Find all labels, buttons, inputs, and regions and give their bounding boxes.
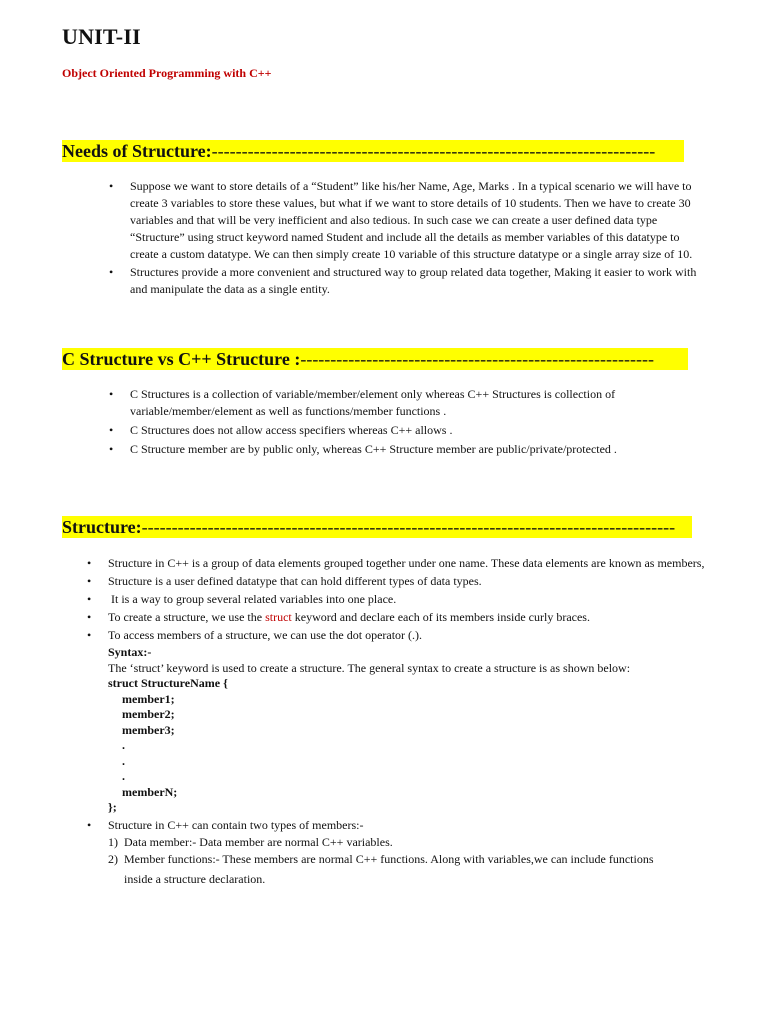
list-item-text: Structure in C++ can contain two types of members:- [108, 817, 364, 832]
bullet-icon: • [87, 592, 92, 606]
heading-text: C Structure vs C++ Structure : [62, 349, 301, 369]
syntax-label: Syntax:- [108, 645, 152, 659]
list-item-text: C Structures is a collection of variable/member/element only whereas C++ Structures is collection of variable/member/element as well as functions/member functions . [130, 387, 616, 418]
section-heading-needs-of-structure [62, 140, 684, 162]
heading-dashes: ----------------------------------------------------------- [300, 349, 654, 369]
bullet-icon: • [109, 423, 114, 437]
item-number: 1) [108, 834, 118, 849]
code-line-member: member1; [122, 691, 175, 706]
list-item [87, 555, 708, 572]
code-line-close: }; [108, 800, 117, 814]
heading-text: Structure: [62, 517, 142, 537]
item-text: Data member:- Data member are normal C++ variables. [124, 834, 393, 849]
code-line-ellipsis: . [122, 753, 125, 768]
list-item [87, 591, 708, 608]
item-text: Member functions:- These members are normal C++ functions. Along with variables,we can include functions [124, 851, 654, 866]
list-item [109, 264, 700, 298]
needs-of-structure-list [109, 178, 700, 299]
section-heading-structure [62, 516, 692, 538]
bullet-icon: • [87, 628, 92, 642]
unit-title: UNIT-II [62, 24, 141, 49]
syntax-block [108, 645, 708, 816]
code-line-member: memberN; [122, 784, 178, 799]
numbered-item [108, 851, 708, 888]
item-number: 2) [108, 851, 118, 866]
list-item-text: To create a structure, we use the [108, 610, 266, 624]
bullet-icon: • [109, 179, 114, 193]
bullet-icon: • [109, 442, 114, 456]
code-line-open: struct StructureName { [108, 676, 228, 690]
course-subtitle: Object Oriented Programming with C++ [62, 66, 272, 80]
list-item [109, 386, 700, 420]
syntax-description: The ‘struct’ keyword is used to create a structure. The general syntax to create a structure is as shown below: [108, 660, 631, 675]
list-item [109, 178, 700, 263]
code-line-ellipsis: . [122, 738, 125, 752]
list-item [87, 609, 708, 626]
bullet-icon: • [87, 817, 92, 832]
list-item-text: C Structures does not allow access specifiers whereas C++ allows . [130, 423, 453, 437]
section-heading-c-vs-cpp-structure [62, 348, 688, 370]
code-line-member: member2; [122, 707, 175, 721]
list-item [87, 817, 708, 888]
list-item-text: Structures provide a more convenient and structured way to group related data together, Making it easier to work with and manipulate the data as a single entity. [130, 265, 697, 296]
c-vs-cpp-list [109, 386, 700, 460]
heading-dashes: -------------------------------------------------------------------------- [211, 141, 656, 161]
list-item-text: To access members of a structure, we can use the dot operator (.). [108, 628, 423, 642]
code-line-member: member3; [122, 722, 175, 737]
structure-list [87, 555, 708, 889]
list-item [87, 627, 708, 816]
heading-dashes: ----------------------------------------------------------------------------------------- [141, 517, 676, 537]
bullet-icon: • [87, 610, 92, 624]
bullet-icon: • [109, 265, 114, 279]
code-line-ellipsis: . [122, 769, 125, 783]
list-item-text: Suppose we want to store details of a “Student” like his/her Name, Age, Marks . In a typical scenario we will have to create 3 variables to store these values, but what if we want to store details of 10 students. Then we have to create 30 variables and that will be very inefficient and also tedious. In such case we can create a user defined data type “Structure” using struct keyword named Student and include all the details as member variables of this datatype to create a custom datatype. We can then simply create 10 variable of this structure datatype or a single array size of 10. [130, 179, 693, 261]
list-item [87, 573, 708, 590]
member-types-list [108, 834, 708, 888]
list-item [109, 441, 700, 458]
bullet-icon: • [109, 387, 114, 401]
heading-text: Needs of Structure: [62, 141, 212, 161]
bullet-icon: • [87, 574, 92, 588]
list-item-text: keyword and declare each of its members inside curly braces. [291, 610, 590, 624]
bullet-icon: • [87, 556, 92, 570]
numbered-item [108, 834, 708, 851]
list-item-text: Structure in C++ is a group of data elements grouped together under one name. These data elements are known as members, [108, 556, 705, 570]
struct-keyword: struct [265, 610, 292, 624]
list-item [109, 422, 700, 439]
item-text-continued: inside a structure declaration. [124, 871, 266, 886]
list-item-text: It is a way to group several related variables into one place. [108, 592, 397, 606]
list-item-text: Structure is a user defined datatype that can hold different types of data types. [108, 574, 482, 588]
list-item-text: C Structure member are by public only, whereas C++ Structure member are public/private/protected . [130, 442, 617, 456]
